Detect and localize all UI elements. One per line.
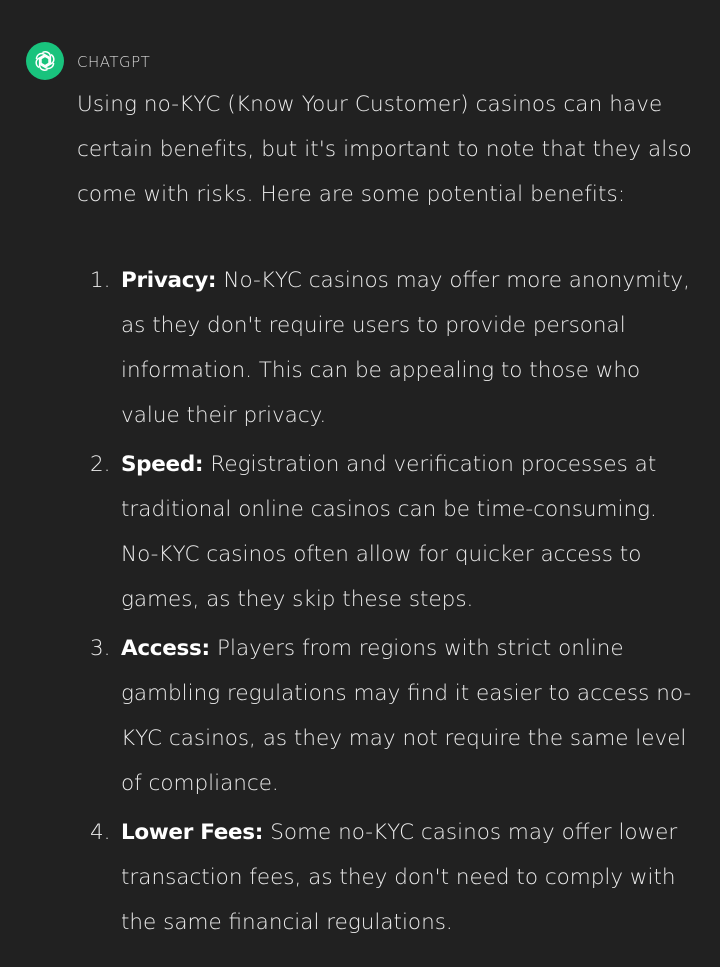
benefit-term: Lower Fees: (121, 820, 271, 845)
list-number: 1. (90, 268, 111, 293)
benefit-text: Players from regions with strict online gambling regulations may find it easier to access no-KYC casinos, as they may not require the same level of compliance. (121, 636, 692, 796)
list-item (77, 258, 697, 438)
benefit-text: Some no-KYC casinos may offer lower transaction fees, as they don't need to comply with the same financial regulations. (121, 820, 678, 935)
openai-logo-icon (31, 47, 59, 75)
avatar (26, 42, 64, 80)
assistant-message (77, 82, 697, 949)
benefits-list (77, 258, 697, 945)
benefit-text: No-KYC casinos may offer more anonymity, as they don't require users to provide personal information. This can be appealing to those who value their privacy. (121, 268, 690, 428)
list-number: 3. (90, 636, 111, 661)
benefit-term: Access: (121, 636, 217, 661)
benefit-term: Speed: (121, 452, 211, 477)
list-number: 4. (90, 820, 111, 845)
list-number: 2. (90, 452, 111, 477)
message-intro: Using no-KYC (Know Your Customer) casinos can have certain benefits, but it's important to note that they also come with risks. Here are some potential benefits: (77, 92, 692, 207)
benefit-text: Registration and verification processes at traditional online casinos can be time-consuming. No-KYC casinos often allow for quicker access to games, as they skip these steps. (121, 452, 657, 612)
benefit-term: Privacy: (121, 268, 224, 293)
list-item (77, 626, 697, 806)
sender-name: CHATGPT (77, 53, 151, 71)
list-item (77, 810, 697, 945)
list-item (77, 442, 697, 622)
